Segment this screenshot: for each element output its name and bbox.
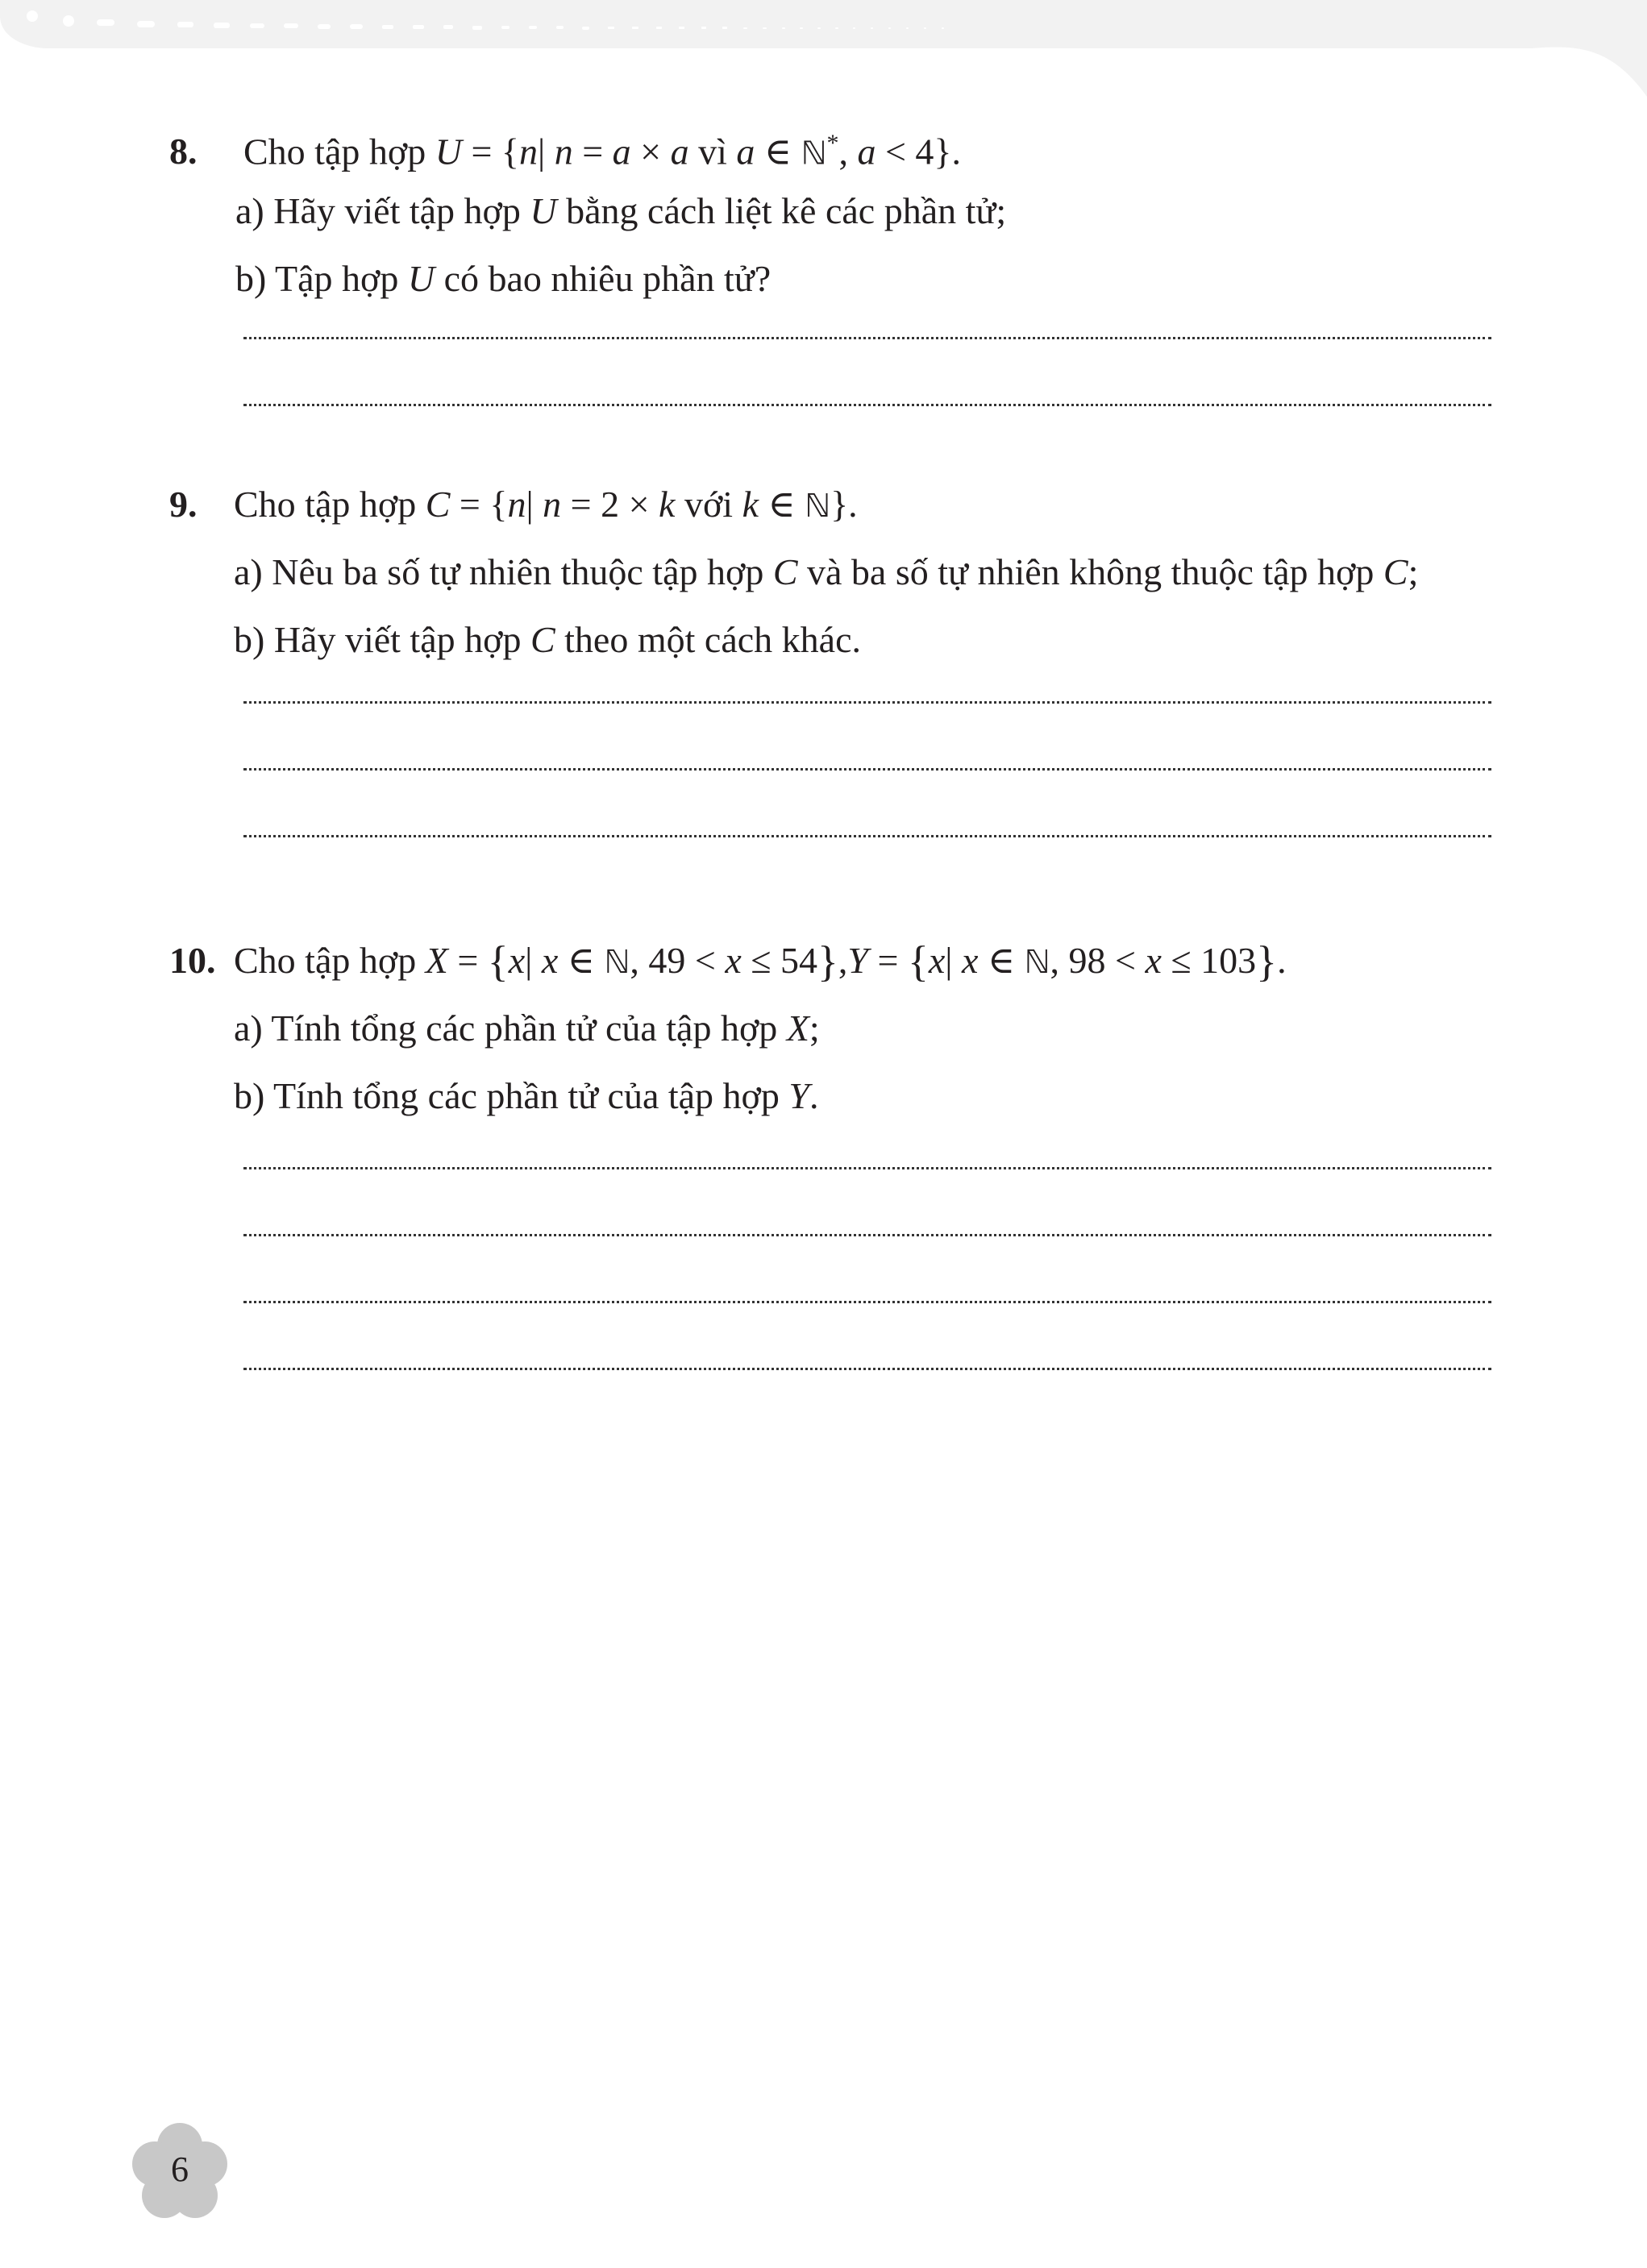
part-text: bằng cách liệt kê các phần tử; bbox=[556, 190, 1007, 231]
math-symbol: . bbox=[1277, 940, 1287, 981]
math-var: a bbox=[857, 131, 876, 172]
part-text: a) Nêu ba số tự nhiên thuộc tập hợp bbox=[234, 551, 773, 592]
math-symbol: ∈ bbox=[759, 484, 805, 525]
natural-numbers-symbol: ℕ bbox=[801, 135, 827, 172]
exercise-number: 10. bbox=[169, 940, 216, 981]
set-name: X bbox=[425, 940, 448, 981]
math-symbol: ≤ 54 bbox=[741, 940, 817, 981]
part-text: và ba số tự nhiên không thuộc tập hợp bbox=[797, 551, 1383, 592]
set-name: Y bbox=[847, 940, 868, 981]
math-symbol: , 98 < bbox=[1050, 940, 1146, 981]
answer-line[interactable] bbox=[243, 404, 1491, 406]
math-symbol: = 2 × bbox=[561, 484, 659, 525]
set-name: U bbox=[435, 131, 462, 172]
part-text: b) Tính tổng các phần tử của tập hợp bbox=[234, 1075, 789, 1116]
exercise-number: 8. bbox=[169, 131, 198, 172]
math-var: k bbox=[742, 484, 759, 525]
answer-line[interactable] bbox=[243, 701, 1491, 704]
math-symbol: ≤ 103 bbox=[1161, 940, 1257, 981]
answer-line[interactable] bbox=[243, 1167, 1491, 1169]
math-symbol: | bbox=[945, 940, 963, 981]
math-symbol: = { bbox=[450, 484, 508, 525]
exercise-8-stem bbox=[169, 119, 1508, 172]
exercise-9 bbox=[169, 480, 1508, 902]
math-var: x bbox=[962, 940, 979, 981]
exercise-9-stem bbox=[169, 480, 1508, 529]
math-symbol: × bbox=[630, 131, 671, 172]
math-var: x bbox=[725, 940, 742, 981]
stem-text: với bbox=[675, 484, 742, 525]
math-var: U bbox=[530, 190, 557, 231]
stem-text: Cho tập hợp bbox=[243, 131, 435, 172]
math-var: x bbox=[541, 940, 559, 981]
natural-numbers-symbol: ℕ bbox=[805, 488, 831, 525]
part-text: a) Tính tổng các phần tử của tập hợp bbox=[234, 1007, 787, 1049]
part-text: b) Hãy viết tập hợp bbox=[234, 619, 530, 660]
math-symbol: } bbox=[1256, 937, 1278, 986]
math-symbol: < 4}. bbox=[875, 131, 962, 172]
exercise-8-part-a bbox=[169, 187, 1508, 235]
math-var: x bbox=[508, 940, 526, 981]
answer-line[interactable] bbox=[243, 835, 1491, 837]
stem-text: Cho tập hợp bbox=[234, 940, 426, 981]
math-symbol: ∈ bbox=[755, 131, 801, 172]
math-symbol: , bbox=[838, 940, 848, 981]
answer-lines bbox=[169, 701, 1508, 837]
exercise-10-stem bbox=[169, 937, 1508, 985]
part-text: theo một cách khác. bbox=[555, 619, 861, 660]
exercise-10-part-a bbox=[169, 1004, 1508, 1053]
math-var: a bbox=[612, 131, 631, 172]
math-var: x bbox=[1145, 940, 1162, 981]
math-var: n bbox=[507, 484, 526, 525]
math-var: Y bbox=[788, 1075, 809, 1116]
math-symbol: | bbox=[537, 131, 555, 172]
math-symbol: , bbox=[838, 131, 858, 172]
part-text: có bao nhiêu phần tử? bbox=[435, 258, 772, 299]
math-var: C bbox=[1383, 551, 1408, 592]
math-symbol: * bbox=[826, 130, 839, 156]
natural-numbers-symbol: ℕ bbox=[1024, 944, 1050, 981]
answer-line[interactable] bbox=[243, 1301, 1491, 1303]
math-var: n bbox=[554, 131, 573, 172]
math-var: n bbox=[518, 131, 538, 172]
math-var: U bbox=[407, 258, 435, 299]
answer-line[interactable] bbox=[243, 1234, 1491, 1236]
math-var: C bbox=[772, 551, 798, 592]
part-text: a) Hãy viết tập hợp bbox=[235, 190, 530, 231]
exercise-8-part-b bbox=[169, 255, 1508, 303]
math-symbol: { bbox=[907, 937, 929, 986]
math-symbol: , 49 < bbox=[630, 940, 726, 981]
math-symbol: = { bbox=[461, 131, 519, 172]
set-name: C bbox=[425, 484, 451, 525]
natural-numbers-symbol: ℕ bbox=[604, 944, 630, 981]
part-text: ; bbox=[1408, 551, 1419, 592]
part-text: ; bbox=[809, 1007, 820, 1049]
math-var: a bbox=[670, 131, 689, 172]
stem-text: Cho tập hợp bbox=[234, 484, 426, 525]
math-symbol: | bbox=[525, 940, 542, 981]
math-var: x bbox=[928, 940, 946, 981]
part-text: . bbox=[809, 1075, 819, 1116]
answer-lines bbox=[169, 337, 1508, 406]
exercise-10 bbox=[169, 937, 1508, 1435]
stem-text: vì bbox=[688, 131, 737, 172]
math-symbol: = bbox=[447, 940, 488, 981]
answer-line[interactable] bbox=[243, 768, 1491, 771]
answer-line[interactable] bbox=[243, 337, 1491, 339]
math-symbol: { bbox=[487, 937, 509, 986]
exercise-9-part-b bbox=[169, 616, 1508, 664]
math-var: k bbox=[659, 484, 676, 525]
math-var: X bbox=[786, 1007, 809, 1049]
math-symbol: } bbox=[817, 937, 838, 986]
math-symbol: }. bbox=[830, 484, 858, 525]
math-symbol: | bbox=[526, 484, 543, 525]
exercise-9-part-a bbox=[169, 548, 1508, 596]
math-symbol: = bbox=[868, 940, 908, 981]
math-var: a bbox=[736, 131, 755, 172]
math-symbol: ∈ bbox=[558, 940, 605, 981]
exercise-number: 9. bbox=[169, 484, 198, 525]
math-var: n bbox=[543, 484, 562, 525]
page-number: 6 bbox=[171, 2150, 189, 2189]
part-text: b) Tập hợp bbox=[235, 258, 408, 299]
math-symbol: ∈ bbox=[978, 940, 1025, 981]
math-symbol: = bbox=[572, 131, 613, 172]
answer-line[interactable] bbox=[243, 1368, 1491, 1370]
exercise-8 bbox=[169, 119, 1508, 471]
exercise-10-part-b bbox=[169, 1072, 1508, 1120]
math-var: C bbox=[530, 619, 555, 660]
answer-lines bbox=[169, 1167, 1508, 1370]
